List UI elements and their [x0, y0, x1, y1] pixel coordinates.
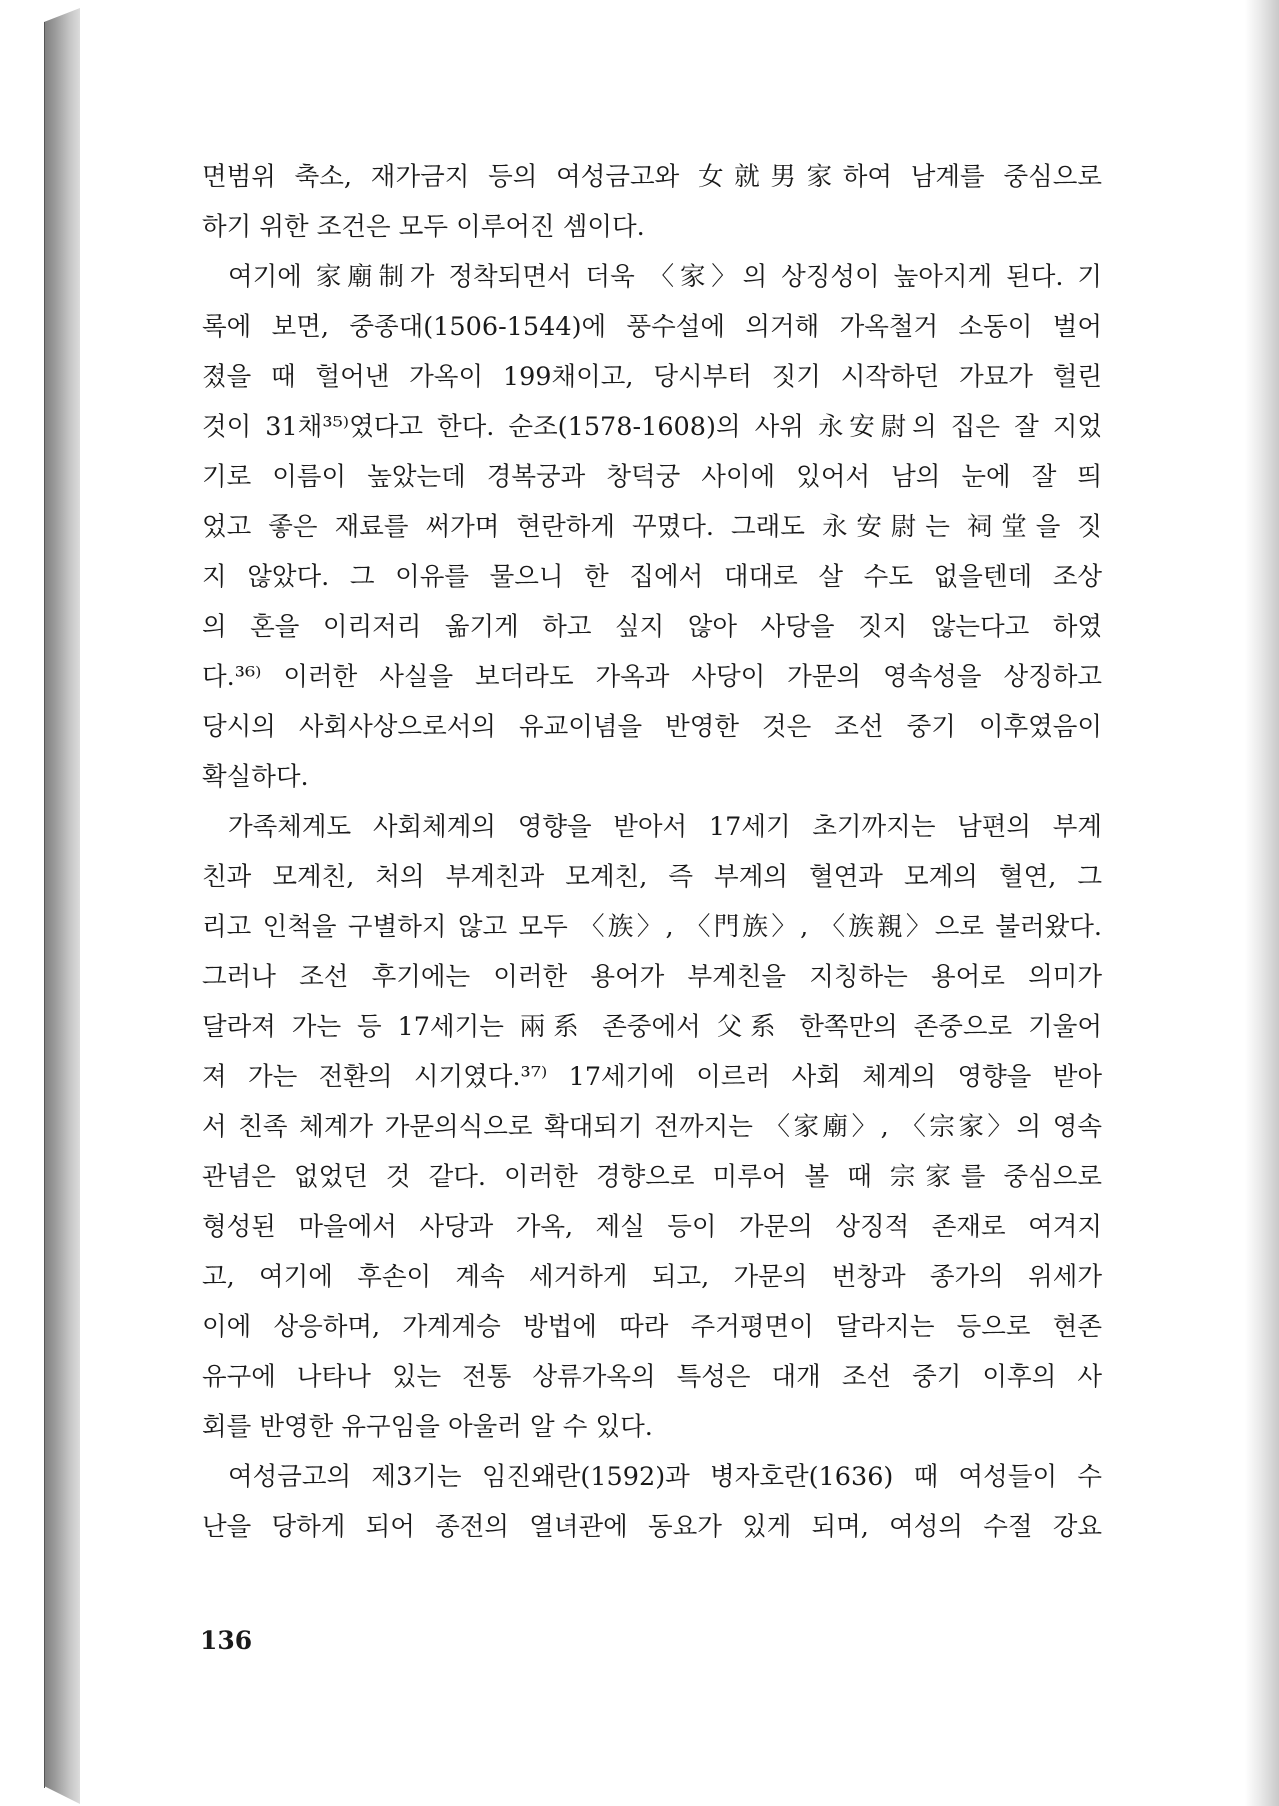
- text-line: 난을 당하게 되어 종전의 열녀관에 동요가 있게 되며, 여성의 수절 강요: [202, 1512, 1102, 1542]
- text-line: 이에 상응하며, 가계계승 방법에 따라 주거평면이 달라지는 등으로 현존: [202, 1312, 1102, 1342]
- text-line: 었고 좋은 재료를 써가며 현란하게 꾸몄다. 그래도 永安尉는 祠堂을 짓: [202, 512, 1102, 542]
- text-line: 그러나 조선 후기에는 이러한 용어가 부계친을 지칭하는 용어로 의미가: [202, 962, 1102, 992]
- text-line: 여성금고의 제3기는 임진왜란(1592)과 병자호란(1636) 때 여성들이 수: [228, 1462, 1102, 1492]
- text-line: 리고 인척을 구별하지 않고 모두 〈族〉, 〈門族〉, 〈族親〉으로 불러왔다.: [202, 912, 1102, 942]
- text-line: 의 혼을 이리저리 옮기게 하고 싶지 않아 사당을 짓지 않는다고 하였: [202, 612, 1102, 642]
- text-line: 졌을 때 헐어낸 가옥이 199채이고, 당시부터 짓기 시작하던 가묘가 헐린: [202, 362, 1102, 392]
- text-line: 친과 모계친, 처의 부계친과 모계친, 즉 부계의 혈연과 모계의 혈연, 그: [202, 862, 1102, 892]
- text-line: 기로 이름이 높았는데 경복궁과 창덕궁 사이에 있어서 남의 눈에 잘 띄: [202, 462, 1102, 492]
- text-line: 지 않았다. 그 이유를 물으니 한 집에서 대대로 살 수도 없을텐데 조상: [202, 562, 1102, 592]
- text-line: 형성된 마을에서 사당과 가옥, 제실 등이 가문의 상징적 존재로 여겨지: [202, 1212, 1102, 1242]
- book-spine: [44, 8, 80, 1804]
- text-line: 여기에 家廟制가 정착되면서 더욱 〈家〉의 상징성이 높아지게 된다. 기: [228, 262, 1102, 292]
- text-line: 당시의 사회사상으로서의 유교이념을 반영한 것은 조선 중기 이후였음이: [202, 712, 1102, 742]
- text-line: 것이 31채³⁵⁾였다고 한다. 순조(1578-1608)의 사위 永安尉의 집은 잘 지었: [202, 412, 1102, 442]
- page-number: 136: [200, 1626, 253, 1655]
- text-line: 관념은 없었던 것 같다. 이러한 경향으로 미루어 볼 때 宗家를 중심으로: [202, 1162, 1102, 1192]
- text-line: 록에 보면, 중종대(1506-1544)에 풍수설에 의거해 가옥철거 소동이 벌어: [202, 312, 1102, 342]
- text-line: 서 친족 체계가 가문의식으로 확대되기 전까지는 〈家廟〉, 〈宗家〉의 영속: [202, 1112, 1102, 1142]
- body-text: [202, 152, 1102, 1552]
- spine-edge-line: [44, 22, 45, 1788]
- text-line: 유구에 나타나 있는 전통 상류가옥의 특성은 대개 조선 중기 이후의 사: [202, 1362, 1102, 1392]
- page-right-shadow: [1245, 0, 1279, 1806]
- text-line: 하기 위한 조건은 모두 이루어진 셈이다.: [202, 212, 645, 242]
- text-line: 가족체계도 사회체계의 영향을 받아서 17세기 초기까지는 남편의 부계: [228, 812, 1102, 842]
- text-line: 확실하다.: [202, 762, 309, 792]
- text-line: 져 가는 전환의 시기였다.³⁷⁾ 17세기에 이르러 사회 체계의 영향을 받아: [202, 1062, 1102, 1092]
- text-line: 달라져 가는 등 17세기는 兩系 존중에서 父系 한쪽만의 존중으로 기울어: [202, 1012, 1102, 1042]
- text-line: 면범위 축소, 재가금지 등의 여성금고와 女就男家하여 남계를 중심으로: [202, 162, 1102, 192]
- text-line: 고, 여기에 후손이 계속 세거하게 되고, 가문의 번창과 종가의 위세가: [202, 1262, 1102, 1292]
- text-line: 회를 반영한 유구임을 아울러 알 수 있다.: [202, 1412, 653, 1442]
- text-line: 다.³⁶⁾ 이러한 사실을 보더라도 가옥과 사당이 가문의 영속성을 상징하고: [202, 662, 1102, 692]
